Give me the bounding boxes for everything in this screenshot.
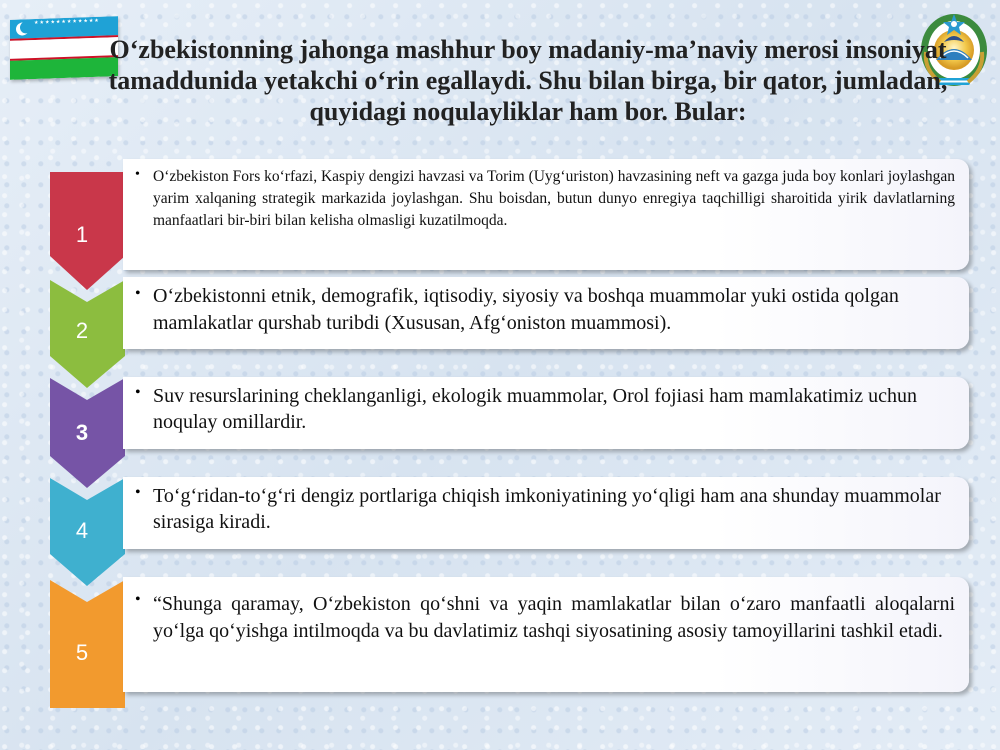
bullet-dot: • [135,384,141,401]
item-box-3 [123,377,969,449]
item-box-5 [123,577,969,692]
bullet-dot: • [135,285,141,302]
item-box-2 [123,277,969,349]
step-number-1: 1 [75,222,89,247]
item-text-4: To‘g‘ridan-to‘g‘ri dengiz portlariga chiqish imkoniyatining yo‘qligi ham ana shunday muammolar sirasiga kiradi. [153,485,941,533]
item-text-2: O‘zbekistonni etnik, demografik, iqtisodiy, siyosiy va boshqa muammolar yuki ostida qolgan mamlakatlar qurshab turibdi (Xususan, Afg‘oniston muammosi). [153,285,899,334]
bullet-dot: • [135,591,141,608]
step-number-2: 2 [75,318,89,343]
uzbekistan-flag: ★★★★★★★★★★★★ [10,16,118,80]
item-text-3: Suv resurslarining cheklanganligi, ekologik muammolar, Orol fojiasi ham mamlakatimiz uchun noqulay omillardir. [153,385,918,433]
item-box-1 [123,159,969,270]
bullet-dot: • [135,484,141,501]
page-title: O‘zbekistonning jahonga mashhur boy madaniy-ma’naviy merosi insoniyat tamaddunida yetakchi o‘rin egallaydi. Shu bilan birga, bir qator, jumladan, quyidagi noqulayliklar ham bor. Bular: [108,35,948,126]
item-box-4 [123,477,969,549]
step-number-4: 4 [75,518,89,543]
step-number-5: 5 [75,640,89,665]
bullet-dot: • [135,167,140,182]
step-number-3: 3 [75,420,89,445]
item-text-5: “Shunga qaramay, O‘zbekiston qo‘shni va yaqin mamlakatlar bilan o‘zaro manfaatli aloqalarni yo‘lga qo‘yishga intilmoqda va bu davlatimiz tashqi siyosatining asosiy tamoyillarini tashkil etadi. [153,593,955,642]
item-text-1: O‘zbekiston Fors ko‘rfazi, Kaspiy dengizi havzasi va Torim (Uyg‘uriston) havzasining neft va gazga juda boy konlari joylashgan yarim xalqaning strategik markazida joylashgan. Shu boisdan, butun dunyo enregiya taqchilligi sharoitida yirik davlatlarning manfaatlari bir-biri bilan kelisha olmasligi kuzatilmoqda. [153,168,955,229]
